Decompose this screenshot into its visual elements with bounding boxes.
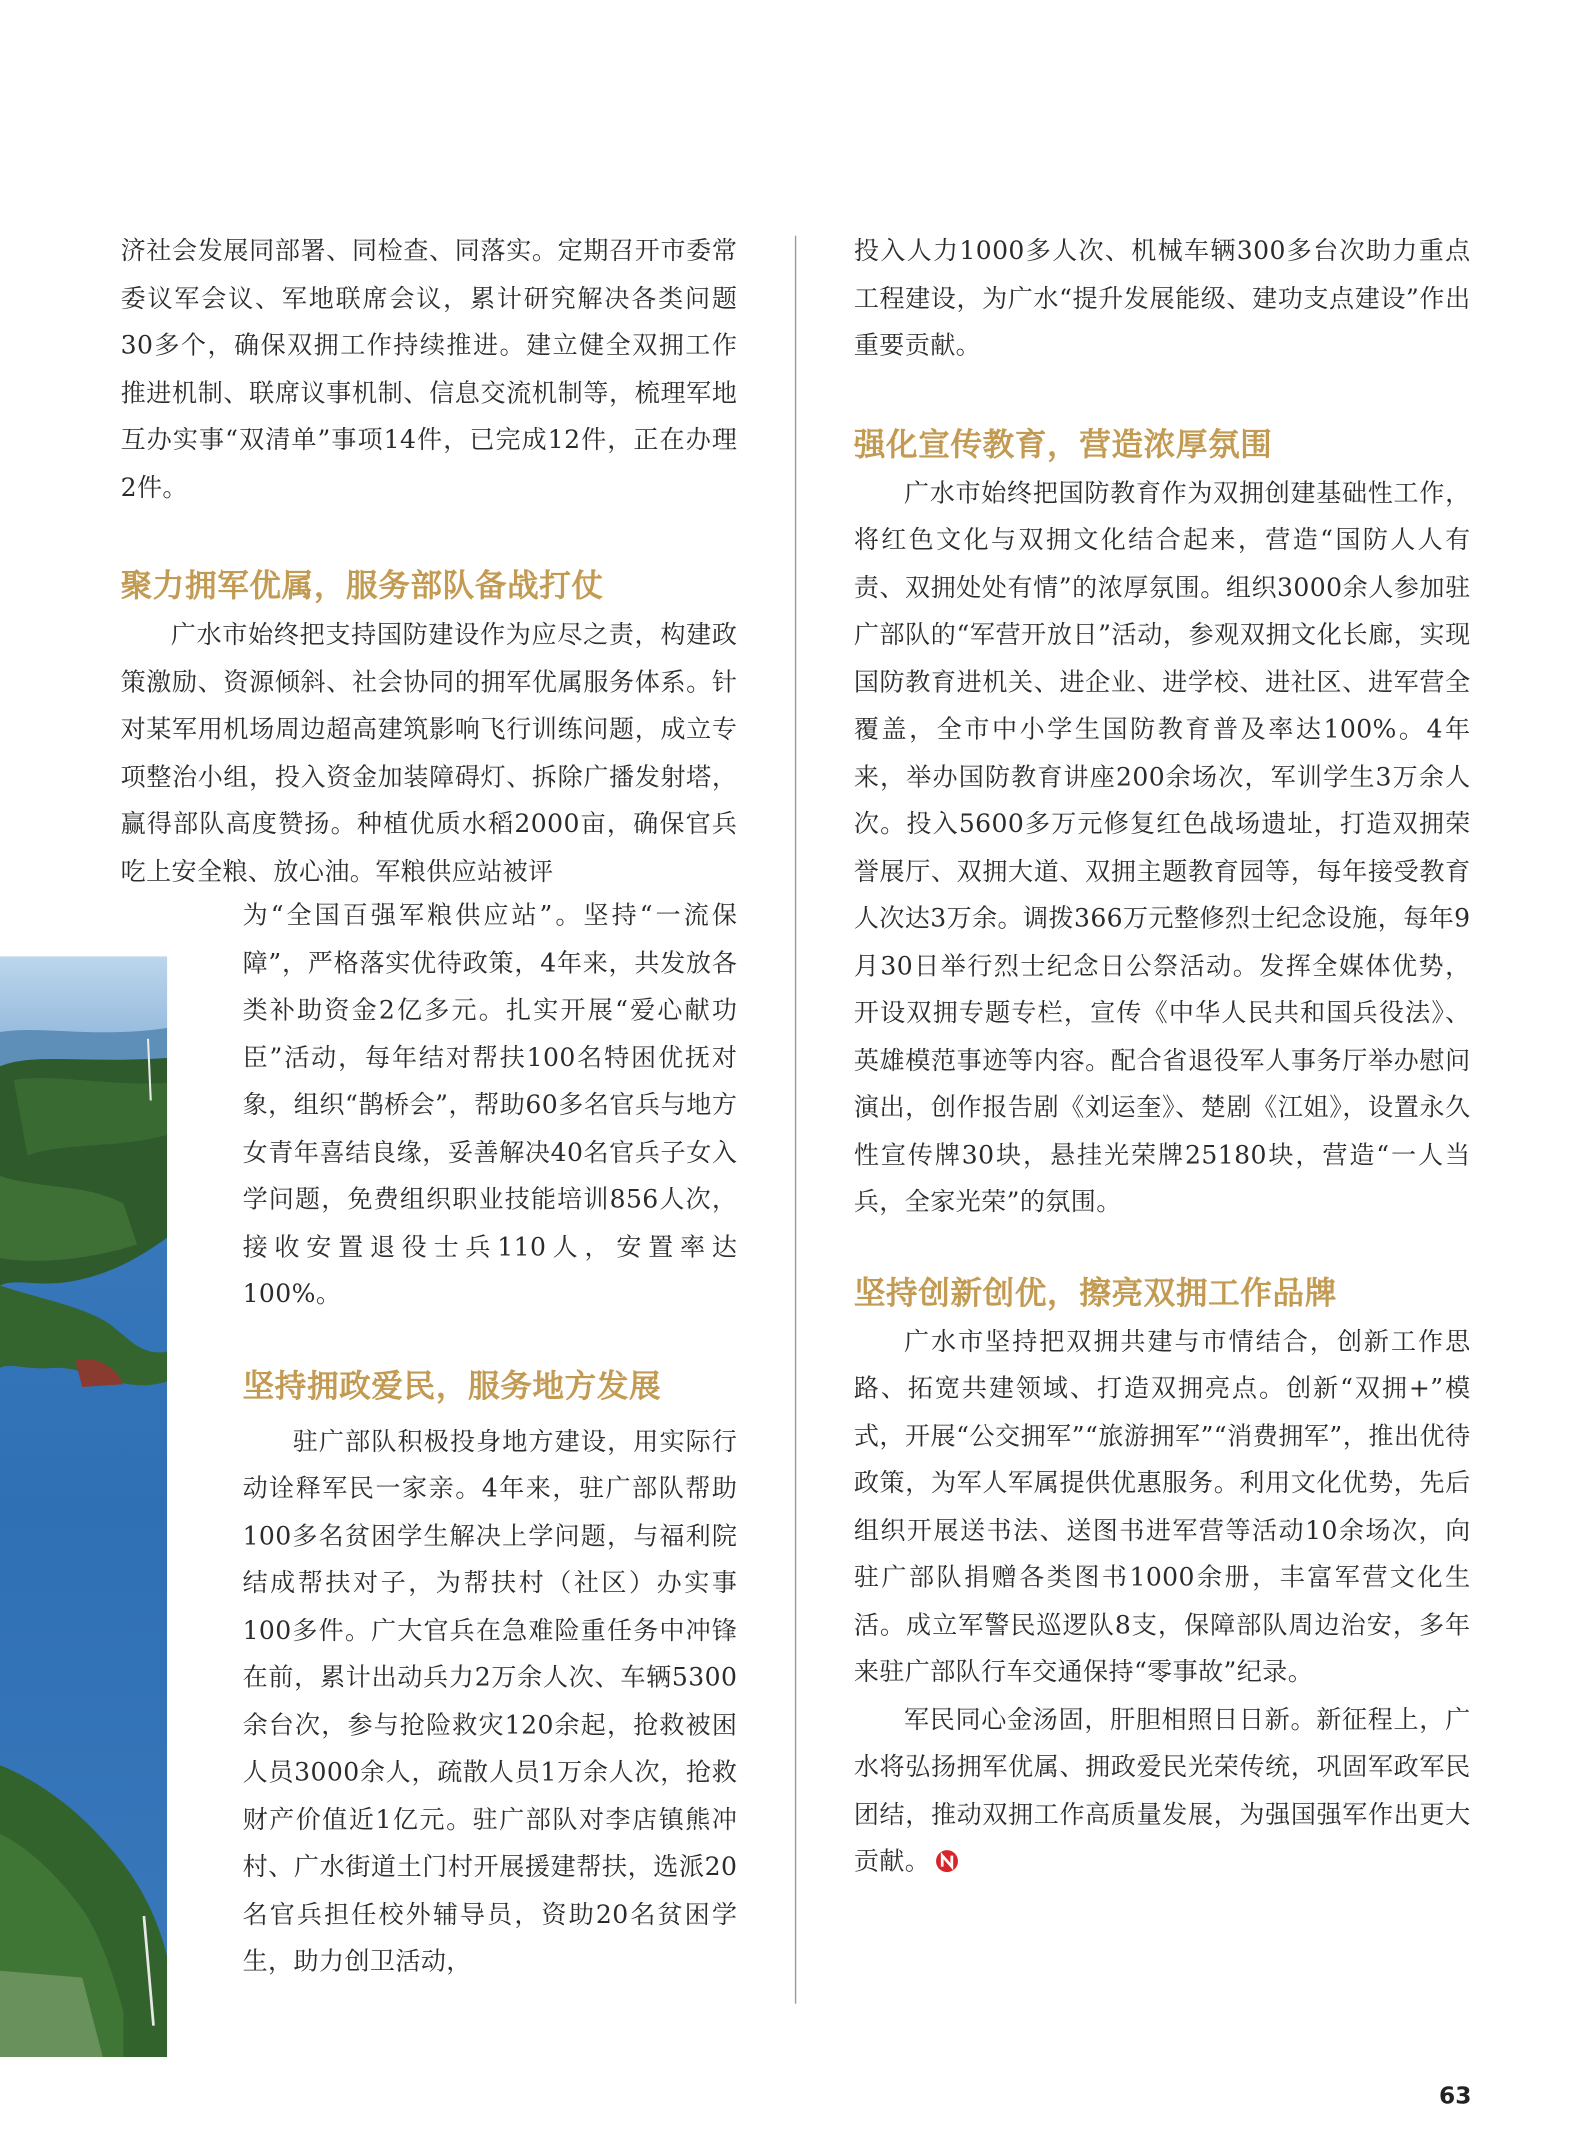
paragraph: 广水市始终把国防教育作为双拥创建基础性工作，将红色文化与双拥文化结合起来，营造“国防人人有责、双拥处处有情”的浓厚氛围。组织3000余人参加驻广部队的“军营开放日”活动，参观双拥文化长廊，实现国防教育进机关、进企业、进学校、进社区、进军营全覆盖，全市中小学生国防教育普及率达100%。4年来，举办国防教育讲座200余场次，军训学生3万余人次。投入5600多万元修复红色战场遗址，打造双拥荣誉展厅、双拥大道、双拥主题教育园等，每年接受教育人次达3万余。调拨366万元整修烈士纪念设施，每年9月30日举行烈士纪念日公祭活动。发挥全媒体优势，开设双拥专题专栏，宣传《中华人民共和国兵役法》、英雄模范事迹等内容。配合省退役军人事务厅举办慰问演出，创作报告剧《刘运奎》、楚剧《江姐》，设置永久性宣传牌30块，悬挂光荣牌25180块，营造“一人当兵，全家光荣”的氛围。 <box>853 478 1471 1218</box>
left-column-top <box>121 229 738 896</box>
section-heading-support-army: 聚力拥军优属，服务部队备战打仗 <box>120 568 604 605</box>
paragraph: 广水市坚持把双拥共建与市情结合，创新工作思路、拓宽共建领域、打造双拥亮点。创新“双拥+”模式，开展“公交拥军”“旅游拥军”“消费拥军”，推出优待政策，为军人军属提供优惠服务。利用文化优势，先后组织开展送书法、送图书进军营等活动10余场次，向驻广部队捐赠各类图书1000余册，丰富军营文化生活。成立军警民巡逻队8支，保障部队周边治安，多年来驻广部队行车交通保持“零事故”纪录。 <box>853 1327 1471 1688</box>
right-column <box>854 229 1471 1887</box>
paragraph: 济社会发展同部署、同检查、同落实。定期召开市委常委议军会议、军地联席会议，累计研究解决各类问题30多个，确保双拥工作持续推进。建立健全双拥工作推进机制、联席议事机制、信息交流机制等，梳理军地互办实事“双清单”事项14件，已完成12件，正在办理2件。 <box>120 237 738 503</box>
section-heading-serve-locality: 坚持拥政爱民，服务地方发展 <box>242 1368 662 1405</box>
article-end-mark-icon <box>936 1850 958 1872</box>
page-number: 63 <box>1439 2083 1472 2111</box>
paragraph: 投入人力1000多人次、机械车辆300多台次助力重点工程建设，为广水“提升发展能级、建功支点建设”作出重要贡献。 <box>853 237 1471 361</box>
closing-text: 军民同心金汤固，肝胆相照日日新。新征程上，广水将弘扬拥军优属、拥政爱民光荣传统，巩固军政军民团结，推动双拥工作高质量发展，为强国强军作出更大贡献。 <box>853 1705 1471 1877</box>
lake-aerial-photo <box>0 957 167 2058</box>
paragraph: 为“全国百强军粮供应站”。坚持“一流保障”，严格落实优待政策，4年来，共发放各类补助资金2亿多元。扎实开展“爱心献功臣”活动，每年结对帮扶100名特困优抚对象，组织“鹊桥会”，帮助60多名官兵与地方女青年喜结良缘，妥善解决40名官兵子女入学问题，免费组织职业技能培训856人次，接收安置退役士兵110人，安置率达100%。 <box>242 901 738 1309</box>
left-column-bottom <box>243 894 738 1987</box>
paragraph: 驻广部队积极投身地方建设，用实际行动诠释军民一家亲。4年来，驻广部队帮助100多名贫困学生解决上学问题，与福利院结成帮扶对子，为帮扶村（社区）办实事100多件。广大官兵在急难险重任务中冲锋在前，累计出动兵力2万余人次、车辆5300余台次，参与抢险救灾120余起，抢救被困人员3000余人，疏散人员1万余人次，抢救财产价值近1亿元。驻广部队对李店镇熊冲村、广水街道土门村开展援建帮扶，选派20名官兵担任校外辅导员，资助20名贫困学生，助力创卫活动， <box>242 1427 738 1977</box>
column-divider <box>795 236 796 2004</box>
paragraph: 广水市始终把支持国防建设作为应尽之责，构建政策激励、资源倾斜、社会协同的拥军优属服务体系。针对某军用机场周边超高建筑影响飞行训练问题，成立专项整治小组，投入资金加装障碍灯、拆除广播发射塔，赢得部队高度赞扬。种植优质水稻2000亩，确保官兵吃上安全粮、放心油。军粮供应站被评 <box>120 620 738 887</box>
closing-paragraph <box>854 1697 1471 1886</box>
section-heading-publicity-education: 强化宣传教育，营造浓厚氛围 <box>853 426 1273 463</box>
section-heading-innovation-brand: 坚持创新创优，擦亮双拥工作品牌 <box>853 1275 1337 1311</box>
